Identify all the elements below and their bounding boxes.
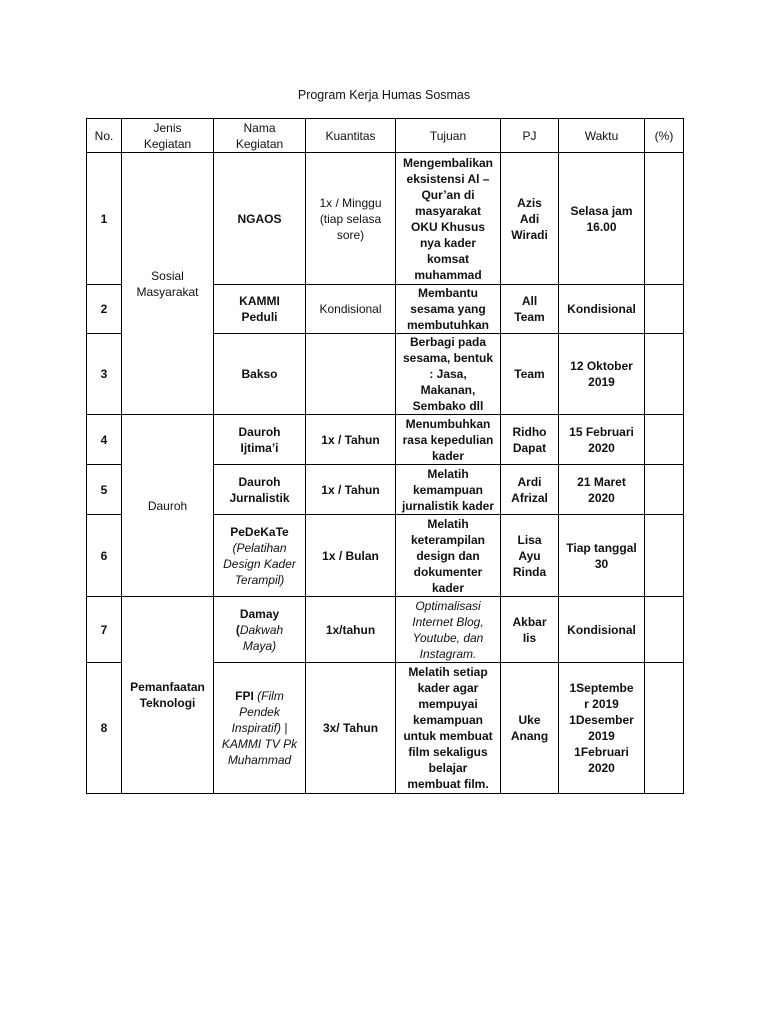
cell-no: 2 xyxy=(87,285,122,334)
cell-no: 8 xyxy=(87,663,122,794)
group-dauroh: Dauroh xyxy=(122,415,214,597)
cell-kuantitas: 1x / Bulan xyxy=(306,515,396,597)
cell-kuantitas: 3x/ Tahun xyxy=(306,663,396,794)
cell-pj: All Team xyxy=(501,285,559,334)
cell-persen xyxy=(645,663,684,794)
header-persen: (%) xyxy=(645,119,684,153)
header-kuantitas: Kuantitas xyxy=(306,119,396,153)
cell-tujuan: Melatih kemampuan jurnalistik kader xyxy=(396,465,501,515)
cell-nama-abbr: Damay xyxy=(239,606,280,621)
cell-no: 5 xyxy=(87,465,122,515)
cell-no: 6 xyxy=(87,515,122,597)
cell-pj: Team xyxy=(501,334,559,415)
cell-tujuan: Mengembalikan eksistensi Al – Qur’an di masyarakat OKU Khusus nya kader komsat muhammad xyxy=(396,153,501,285)
cell-no: 3 xyxy=(87,334,122,415)
cell-nama-paren: ( xyxy=(235,622,240,637)
cell-pj: Azis Adi Wiradi xyxy=(501,153,559,285)
cell-no: 1 xyxy=(87,153,122,285)
cell-waktu: 15 Februari 2020 xyxy=(559,415,645,465)
cell-waktu: 1Septembe r 2019 1Desember 2019 1Februari 2020 xyxy=(559,663,645,794)
cell-kuantitas: Kondisional xyxy=(306,285,396,334)
cell-pj: Ridho Dapat xyxy=(501,415,559,465)
header-waktu: Waktu xyxy=(559,119,645,153)
header-no: No. xyxy=(87,119,122,153)
header-tujuan: Tujuan xyxy=(396,119,501,153)
cell-nama-abbr: FPI xyxy=(235,689,254,703)
cell-waktu: Kondisional xyxy=(559,597,645,663)
header-row xyxy=(87,119,684,153)
cell-nama-abbr: PeDeKaTe xyxy=(230,524,289,539)
cell-nama xyxy=(214,597,306,663)
cell-kuantitas: 1x / Minggu (tiap selasa sore) xyxy=(306,153,396,285)
table-row xyxy=(87,415,684,465)
cell-waktu: 21 Maret 2020 xyxy=(559,465,645,515)
document-title: Program Kerja Humas Sosmas xyxy=(297,88,471,102)
header-pj: PJ xyxy=(501,119,559,153)
cell-no: 4 xyxy=(87,415,122,465)
cell-persen xyxy=(645,515,684,597)
cell-nama: Dauroh Ijtima’i xyxy=(214,415,306,465)
cell-tujuan: Melatih keterampilan design dan dokumenter kader xyxy=(396,515,501,597)
cell-pj: Akbar Iis xyxy=(501,597,559,663)
cell-persen xyxy=(645,334,684,415)
cell-kuantitas: 1x / Tahun xyxy=(306,415,396,465)
header-nama-kegiatan: Nama Kegiatan xyxy=(214,119,306,153)
cell-pj: Ardi Afrizal xyxy=(501,465,559,515)
cell-nama-desc: Dakwah Maya) xyxy=(239,622,284,653)
cell-tujuan: Membantu sesama yang membutuhkan xyxy=(396,285,501,334)
cell-no: 7 xyxy=(87,597,122,663)
group-pemanfaatan-teknologi: Pemanfaatan Teknologi xyxy=(122,597,214,794)
cell-nama xyxy=(214,515,306,597)
cell-nama: Dauroh Jurnalistik xyxy=(214,465,306,515)
group-sosial-masyarakat: Sosial Masyarakat xyxy=(122,153,214,415)
cell-pj: Uke Anang xyxy=(501,663,559,794)
cell-nama-desc: (Pelatihan Design Kader Terampil) xyxy=(223,540,296,587)
cell-waktu: Selasa jam 16.00 xyxy=(559,153,645,285)
cell-tujuan: Menumbuhkan rasa kepedulian kader xyxy=(396,415,501,465)
cell-waktu: 12 Oktober 2019 xyxy=(559,334,645,415)
cell-waktu: Kondisional xyxy=(559,285,645,334)
cell-tujuan: Optimalisasi Internet Blog, Youtube, dan Instagram. xyxy=(396,597,501,663)
cell-waktu: Tiap tanggal 30 xyxy=(559,515,645,597)
header-jenis-kegiatan: Jenis Kegiatan xyxy=(122,119,214,153)
cell-nama xyxy=(214,663,306,794)
cell-kuantitas: 1x / Tahun xyxy=(306,465,396,515)
cell-tujuan: Berbagi pada sesama, bentuk : Jasa, Makanan, Sembako dll xyxy=(396,334,501,415)
cell-kuantitas: 1x/tahun xyxy=(306,597,396,663)
cell-tujuan: Melatih setiap kader agar mempuyai kemampuan untuk membuat film sekaligus belajar membuat film. xyxy=(396,663,501,794)
cell-pj: Lisa Ayu Rinda xyxy=(501,515,559,597)
cell-persen xyxy=(645,153,684,285)
cell-nama-desc: (Film Pendek Inspiratif) | KAMMI TV Pk Muhammad xyxy=(221,689,298,767)
table-row xyxy=(87,597,684,663)
cell-nama: KAMMI Peduli xyxy=(214,285,306,334)
program-table xyxy=(86,118,684,794)
cell-persen xyxy=(645,285,684,334)
cell-kuantitas xyxy=(306,334,396,415)
cell-persen xyxy=(645,597,684,663)
table-row xyxy=(87,153,684,285)
cell-nama: Bakso xyxy=(214,334,306,415)
cell-persen xyxy=(645,465,684,515)
cell-nama: NGAOS xyxy=(214,153,306,285)
cell-persen xyxy=(645,415,684,465)
